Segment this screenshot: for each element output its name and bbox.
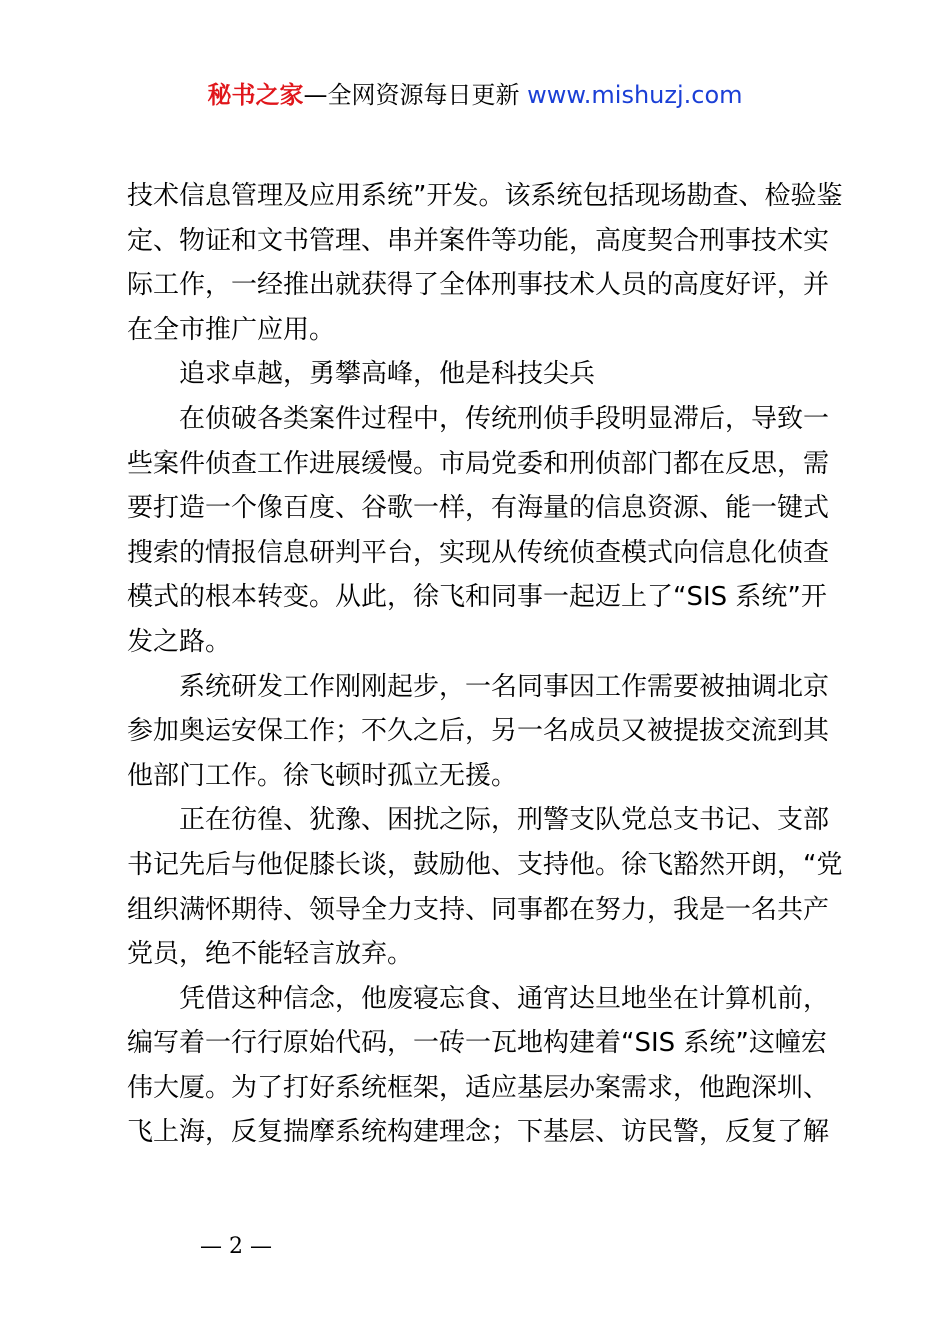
section-heading: 追求卓越，勇攀高峰，他是科技尖兵	[179, 359, 596, 390]
site-watermark-header	[0, 78, 950, 112]
site-url[interactable]: www.mishuzj.com	[527, 81, 743, 109]
paragraph: 凭借这种信念，他废寝忘食、通宵达旦地坐在计算机前，编写着一行行原始代码，一砖一瓦地构建着“SIS 系统”这幢宏伟大厦。为了打好系统框架，适应基层办案需求，他跑深圳、飞上海，反复揣摩系统构建理念；下基层、访民警，反复了解	[127, 983, 830, 1148]
paragraph-continued: 技术信息管理及应用系统”开发。该系统包括现场勘查、检验鉴定、物证和文书管理、串并案件等功能，高度契合刑事技术实际工作，一经推出就获得了全体刑事技术人员的高度好评，并在全市推广应用。	[127, 181, 843, 345]
paragraph: 系统研发工作刚刚起步，一名同事因工作需要被抽调北京参加奥运安保工作；不久之后，另一名成员又被提拔交流到其他部门工作。徐飞顿时孤立无援。	[127, 671, 830, 791]
page-number: — 2 —	[200, 1234, 272, 1259]
brand-name: 秘书之家	[207, 81, 304, 109]
document-body	[127, 174, 847, 1155]
paragraph: 正在彷徨、犹豫、困扰之际，刑警支队党总支书记、支部书记先后与他促膝长谈，鼓励他、支持他。徐飞豁然开朗，“党组织满怀期待、领导全力支持、同事都在努力，我是一名共产党员，绝不能轻言放弃。	[127, 805, 843, 970]
brand-tagline: —全网资源每日更新	[303, 81, 520, 109]
paragraph: 在侦破各类案件过程中，传统刑侦手段明显滞后，导致一些案件侦查工作进展缓慢。市局党委和刑侦部门都在反思，需要打造一个像百度、谷歌一样，有海量的信息资源、能一键式搜索的情报信息研判平台，实现从传统侦查模式向信息化侦查模式的根本转变。从此，徐飞和同事一起迈上了“SIS 系统”开发之路。	[127, 403, 830, 657]
